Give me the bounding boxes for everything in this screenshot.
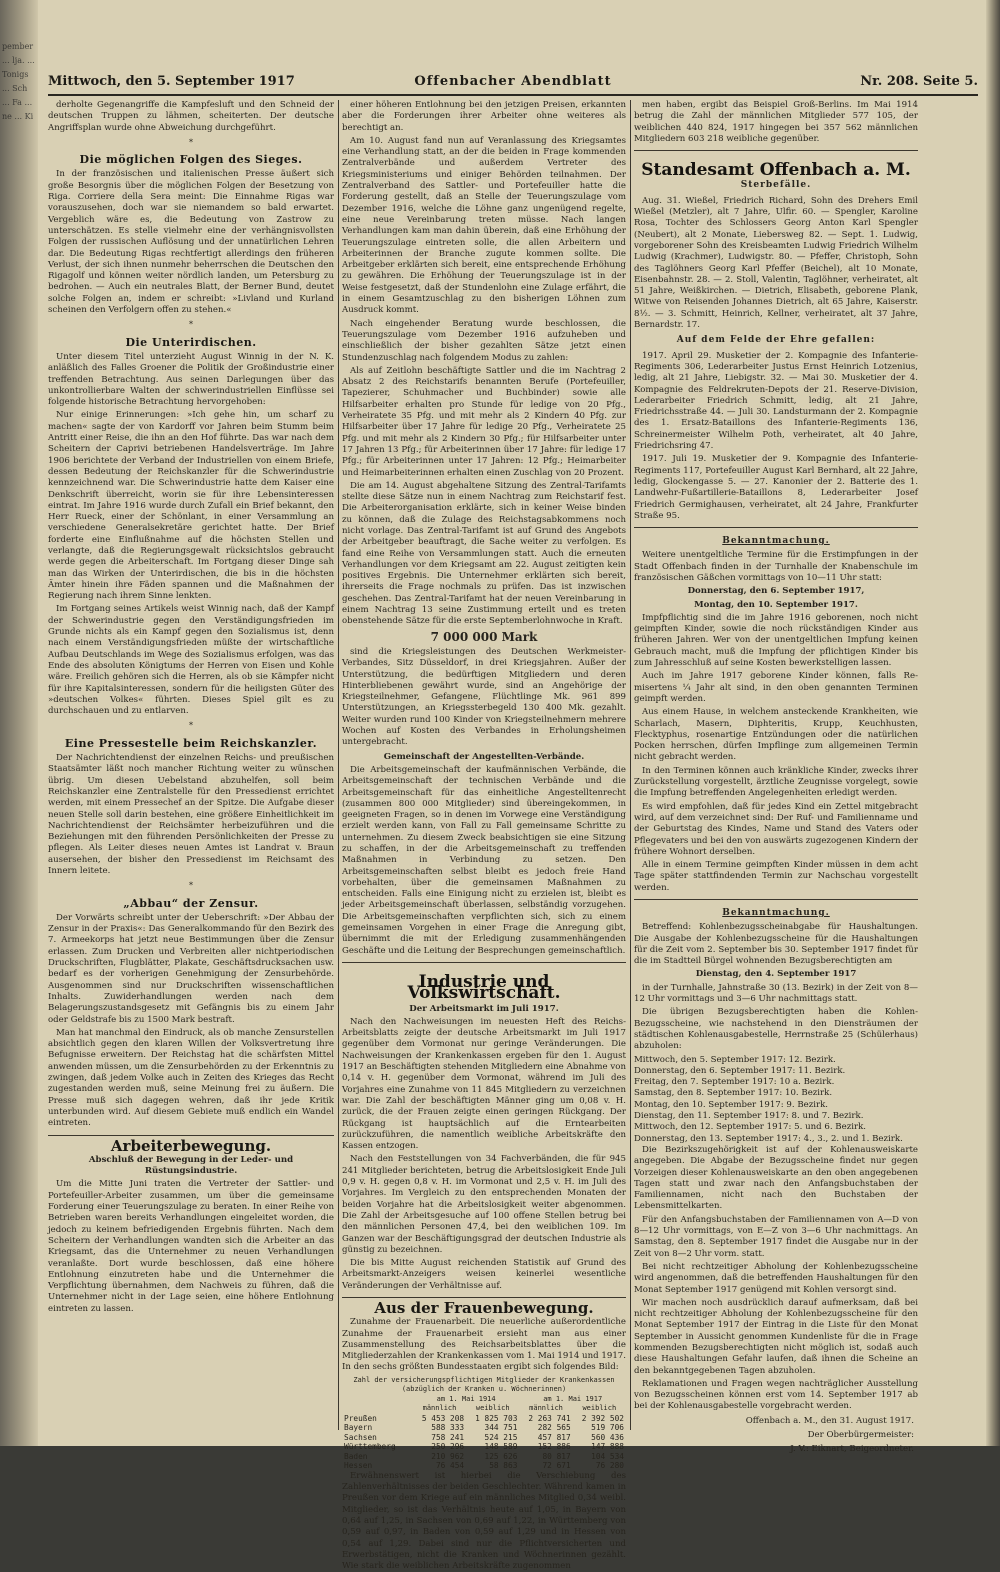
notice-paragraph: Die übrigen Bezugsberechtigten haben die Kohlen-Bezugsscheine, wie nachstehend in den Diensträumen der städtischen Kohlenausgabestelle, Herrnstraße 25 (Schülerhaus) abzuholen: (634, 1007, 918, 1052)
table-row (342, 1423, 626, 1433)
notice-date: Donnerstag, den 6. September 1917, (687, 586, 865, 597)
membership-table (342, 1376, 626, 1471)
notice-date: Montag, den 10. September 1917. (694, 599, 858, 610)
page-header (48, 74, 978, 96)
header-paper-name: Offenbacher Abendblatt (414, 74, 612, 89)
table-cell: 758 241 (431, 1432, 465, 1442)
section-divider (342, 962, 626, 963)
amount-heading: 7 000 000 Mark (430, 629, 538, 644)
article-continuation: derholte Gegenangriffe die Kampfesluft und den Schneid der deutschen Truppen zu lähmen, scheiterten. Der deutsche Angriffsplan wurde ohne Abweichung durchgeführt. (48, 100, 334, 133)
header-date: Mittwoch, den 5. September 1917 (48, 74, 295, 89)
table-cell: 2 263 741 (528, 1413, 571, 1423)
section-divider (634, 527, 918, 528)
table-row (342, 1452, 626, 1462)
table-cell: Bayern (344, 1423, 373, 1433)
article-paragraph: 1917. Juli 19. Musketier der 9. Kompagnie des Infanterie-Regiments 117, Portefeuiller August Karl Bernhard, alt 22 Jahre, ledig, Glockengasse 5. — 27. Kanonier der 2. Batterie des 1. Landwehr-Fußartillerie-Bataillons 8, Lederarbeiter Josef Friedrich Germighausen, verheiratet, alt 24 Jahre, Frankfurter Straße 95. (634, 454, 918, 521)
section-divider (48, 1135, 334, 1136)
notice-signature-place: Offenbach a. M., den 31. August 1917. (745, 1415, 914, 1426)
article-paragraph: Aug. 31. Wießel, Friedrich Richard, Sohn des Drehers Emil Wießel (Metzler), alt 7 Jahre, Ulfir. 60. — Spengler, Karoline Rosa, Tochter des Schlossers Georg Anton Karl Spengler (Neubert), alt 2 Monate, Liebersweg 82. — Sept. 1. Ludwig, vorgeborener Sohn des Kreisbeamten Ludwig Friedrich Wilhelm Ludwig (Krachmer), Ludwigstr. 80. — Pfeffer, Christoph, Sohn des Taglöhners Georg Karl Pfeffer (Beichel), alt 10 Monate, Eisenbahnstr. 28. — 2. Stoll, Valentin, Taglöhner, verheiratet, alt 51 Jahre, Weißkirchen. — Dietrich, Elisabeth, geborene Plank, Witwe von Reisenden Johannes Dietrich, alt 65 Jahre, Kaiserstr. 8½. — 3. Schmitt, Heinrich, Kellner, verheiratet, alt 37 Jahre, Bernardstr. 17. (634, 195, 918, 331)
section-divider (342, 1297, 626, 1298)
table-column-header: männlich (422, 1404, 457, 1413)
notice-paragraph: Auch im Jahre 1917 geborene Kinder können, falls Remisertens ¼ Jahr alt sind, in den oben genannten Terminen geimpft werden. (634, 671, 918, 704)
table-cell: 72 671 (542, 1461, 571, 1471)
article-paragraph: Die Arbeitsgemeinschaft der kaufmännischen Verbände, die Arbeitsgemeinschaft der technischen Verbände und die Arbeitsgemeinschaft für das einheitliche Angestelltenrecht (zusammen 800 000 Mitglieder) sind übereingekommen, in geeigneten Fragen, so in denen im Vorwege eine Verständigung erzielt werden kann, von Fall zu Fall gemeinsame Schritte zu unternehmen. Zu diesem Zweck beabsichtigen sie eine Sitzung zu schaffen, in der die Arbeitsgemeinschaft zu treffenden Maßnahmen in Verbindung zu setzen. Den Arbeitsgemeinschaften selbst bleibt es jedoch freie Hand vorbehalten, über die gemeinsamen Maßnahmen zu entscheiden. Falls eine Einigung nicht zu erzielen ist, bleibt es jeder Arbeitsgemeinschaft überlassen, selbständig vorzugehen. Die Arbeitsgemeinschaften verpflichten sich, sich zu einem gemeinsamen Vorgehen in einer Frage die Anregung gibt, übernimmt die mit der Erledigung zusammenhängenden Geschäfte und die Leitung der Besprechungen gemeinschaftlich. (342, 764, 626, 956)
article-paragraph: Die am 14. August abgehaltene Sitzung des Zentral-Tarifamts stellte diese Sätze nun in einem Nachtrag zum Reichstarif fest. Die Arbeiterorganisation erklärte, sich in keiner Weise binden zu können, daß die Zulage des Reichstagsabkommens noch nicht vorlage. Das Zentral-Tarifamt ist auf Grund des Angebots der Arbeitgeber beauftragt, die Sache weiter zu verfolgen. Es fand eine Reihe von Versammlungen statt. Auch die erneuten Verhandlungen vor dem Kriegsamt am 22. August zeitigten kein positives Ergebnis. Die Unternehmer erklärten sich bereit, ihrerseits die Frage nochmals zu prüfen. Das ist inzwischen geschehen. Das Zentral-Tarifamt hat der neuen Vereinbarung in einem Nachtrag 13 seine Zustimmung erteilt und es treten obenstehende Sätze für die erste Septemberlohnwoche in Kraft. (342, 480, 626, 627)
separator-star: * (189, 721, 193, 731)
table-cell: 148 589 (484, 1442, 518, 1452)
table-column-header: männlich (529, 1404, 563, 1413)
notice-paragraph: Betreffend: Kohlenbezugsscheinabgabe für Haushaltungen. Die Ausgabe der Kohlenbezugsscheine für die Haushaltungen für die Zeit vom 2. September bis 30. September 1917 findet für die im Stadtteil Bürgel wohnenden Bezugsberechtigten am (634, 922, 918, 967)
article-subheading: Der Arbeitsmarkt im Juli 1917. (409, 1003, 559, 1014)
table-column-header: weiblich (582, 1404, 617, 1413)
schedule-line: Mittwoch, den 12. September 1917: 5. und 6. Bezirk. (634, 1122, 867, 1133)
table-cell: 152 886 (537, 1442, 571, 1452)
article-paragraph: Unter diesem Titel unterzieht August Winnig in der N. K. anläßlich des Falles Groener die Politik der Großindustrie einer treffenden Betrachtung. Aus seinen Darlegungen über das unkontrollierbare Walten der schwerindustriellen Einflüsse sei folgende historische Betrachtung hervorgehoben: (48, 351, 334, 408)
table-cell: Preußen (344, 1413, 377, 1423)
table-caption: Zahl der versicherungspflichtigen Mitglieder der Krankenkassen (abzüglich der Kranken u. Wöchnerinnen) (353, 1375, 615, 1394)
table-cell: Württemberg (344, 1442, 396, 1452)
article-paragraph: Nur einige Erinnerungen: »Ich gehe hin, um scharf zu machen« sagte der von Kardorff vor Jahren beim Stumm beim Antritt einer Reise, die ihn an den Hof führte. Das war nach dem Scheitern der Caprivi betriebenen Handelsverträge. Im Jahre 1906 berichtete der Verband der Industriellen von einem Briefe, dessen Bedeutung der Reichskanzler für die Schwerindustrie kennzeichnend war. Die Schwerindustrie hatte dem Kaiser eine Denkschrift überreicht, worin sie für ihre Lebensinteressen eintrat. Im Jahre 1916 wurde durch Zufall ein Brief bekannt, den Herr Rueck, einer der Schönlant, in einer Versammlung an verschiedene Generalsekretäre gerichtet hatte. Der Brief forderte eine Einflußnahme auf die höchsten Stellen und verlangte, daß die Regierungsgewalt rücksichtslos gebraucht werde gegen die Arbeiterschaft. Im Fortgang dieser Dinge sah man das Wirken der Unterirdischen, die bis in die höchsten Ämter hinein ihre Fäden spannen und die Maßnahmen der Regierung nach ihrem Sinne lenkten. (48, 410, 334, 602)
table-cell: 80 817 (542, 1451, 571, 1461)
table-cell: 76 454 (435, 1461, 465, 1471)
table-cell: 1 825 703 (475, 1413, 518, 1423)
notice-paragraph: Für den Anfangsbuchstaben der Familiennamen von A—D von 8—12 Uhr vormittags, von E—Z von 3—6 Uhr nachmittags. An Samstag, den 8. September 1917 findet die Ausgabe nur in der Zeit von 8—2 Uhr vorm. statt. (634, 1214, 918, 1259)
column-1 (48, 100, 334, 1430)
article-paragraph: Der Vorwärts schreibt unter der Ueberschrift: »Der Abbau der Zensur in der Praxis«: Das Generalkommando für den Bezirk des 7. Armeekorps hat jetzt neue Bestimmungen über die Zensur erlassen. Zum Drucken und Verbreiten aller nichtperiodischen Druckschriften, Flugblätter, Plakate, Geschäftsdrucksachen usw. bedarf es der vorherigen Genehmigung der Zensurbehörde. Ausgenommen sind nur Druckschriften wissenschaftlichen Inhalts. Zuwiderhandlungen werden nach dem Belagerungszustandsgesetz mit Gefängnis bis zu einem Jahr oder Geldstrafe bis zu 1500 Mark bestraft. (48, 912, 334, 1025)
table-cell: 104 534 (591, 1451, 624, 1461)
table-column-header: weiblich (475, 1404, 510, 1413)
table-cell: 2 392 502 (581, 1413, 624, 1423)
article-paragraph: Im Fortgang seines Artikels weist Winnig nach, daß der Kampf der Schwerindustrie gegen den Verständigungsfrieden im Grunde nichts als ein Kampf gegen den Sozialismus ist, denn nach einem Verständigungsfrieden müßte der wirtschaftliche Aufbau Deutschlands im Wege des Sozialismus erfolgen, was das Ende des absoluten Königtums der Herren von Eisen und Kohle wäre. Freilich gehören sich die Herren, als ob sie Kämpfer nicht für ihre Kapitalsinteressen, sondern für die heiligsten Güter des »deutschen Volkes« führten. Dieses Spiel gilt es zu durchschauen und zu entlarven. (48, 604, 334, 717)
article-heading: Eine Pressestelle beim Reichskanzler. (64, 736, 318, 750)
notice-paragraph: Weitere unentgeltliche Termine für die Erstimpfungen in der Stadt Offenbach finden in der Turnhalle der Knabenschule im französischen Gäßchen vormittags von 10—11 Uhr statt: (634, 550, 918, 583)
article-paragraph: Nach den Feststellungen von 34 Fachverbänden, die für 945 241 Mitglieder berichteten, betrug die Arbeitslosigkeit Ende Juli 0,9 v. H. gegen 0,8 v. H. im Vormonat und 2,5 v. H. im Juli des Vorjahres. Im Vergleich zu den entsprechenden Monaten der beiden Vorjahre hat die Arbeitslosigkeit weiter abgenommen. Die Zahl der Arbeitsgesuche auf 100 offene Stellen betrug bei den männlichen Personen 47,4, bei den weiblichen 109. Im Ganzen war der Beschäftigungsgrad der deutschen Industrie als günstig zu bezeichnen. (342, 1154, 626, 1255)
section-divider (634, 150, 918, 151)
page-right-edge (986, 0, 1000, 1446)
notice-paragraph: in der Turnhalle, Jahnstraße 30 (13. Bezirk) in der Zeit von 8—12 Uhr vormittags und 3—6 Uhr nachmittags statt. (634, 982, 918, 1005)
schedule-line: Dienstag, den 11. September 1917: 8. und 7. Bezirk. (634, 1111, 864, 1122)
table-cell: 588 333 (431, 1423, 465, 1433)
schedule-line: Donnerstag, den 13. September 1917: 4., 3., 2. und 1. Bezirk. (634, 1133, 903, 1144)
section-heading: Standesamt Offenbach a. M. (641, 160, 911, 181)
table-cell: 5 453 208 (421, 1413, 465, 1423)
article-paragraph: Die bis Mitte August reichenden Statistik auf Grund des Arbeitsmarkt-Anzeigers weisen keinerlei wesentliche Veränderungen der Verhältnisse auf. (342, 1258, 626, 1291)
table-date-header: am 1. Mai 1914 (436, 1394, 496, 1403)
article-subheading: Abschluß der Bewegung in der Leder- und Rüstungsindustrie. (88, 1154, 294, 1177)
notice-paragraph: Die Bezirkszugehörigkeit ist auf der Kohlenausweiskarte angegeben. Die Abgabe der Bezugsscheine findet nur gegen Vorzeigen dieser Kohlenausweiskarte an den oben angegebenen Tagen statt und zwar nach den Anfangsbuchstaben der Familiennamen, nicht nach den Buchstaben der Lebensmittelkarten. (634, 1144, 918, 1212)
schedule-line: Montag, den 10. September 1917: 9. Bezirk. (634, 1099, 829, 1110)
table-cell: 519 706 (591, 1423, 624, 1433)
separator-star: * (189, 320, 193, 330)
notice-signature-title: Der Oberbürgermeister: (807, 1430, 914, 1441)
table-row (342, 1442, 626, 1452)
notice-heading: Bekanntmachung. (722, 536, 830, 547)
column-divider (338, 100, 339, 1430)
table-cell: Baden (344, 1451, 368, 1461)
column-2 (342, 100, 626, 1572)
notice-paragraph: Alle in einem Termine geimpften Kinder müssen in dem acht Tage später stattfindenden Termin zur Nachschau vorgestellt werden. (634, 860, 918, 893)
notice-paragraph: Bei nicht rechtzeitiger Abholung der Kohlenbezugsscheine wird angenommen, daß die betreffenden Haushaltungen für den Monat September 1917 genügend mit Kohlen versorgt sind. (634, 1261, 918, 1295)
notice-paragraph: Wir machen noch ausdrücklich darauf aufmerksam, daß bei nicht rechtzeitiger Abholung der Kohlenbezugsscheine für den Monat September 1917 der Eintrag in die Liste für den Monat September in Aussicht genommen Kundenliste für die in Frage kommenden Bezugsberechtigten nicht möglich ist, sodaß auch diese Haushaltungen Gefahr laufen, daß ihnen die Scheine an den bekanntgegebenen Tagen abzuholen. (634, 1297, 918, 1376)
table-cell: 250 296 (431, 1442, 465, 1452)
article-heading: „Abbau“ der Zensur. (123, 896, 259, 910)
notice-paragraph: In den Terminen können auch kränkliche Kinder, zwecks ihrer Zurückstellung vorgestellt, ärztliche Zeugnisse vorgelegt, sowie die Impfung betreffenden Angelegenheiten erledigt werden. (634, 765, 918, 799)
table-cell: 524 215 (484, 1432, 518, 1442)
article-paragraph: Erwähnenswert ist hierbei die Verschiebung des Zahlenverhältnisses der beiden Geschlechter. Während kamen in Preußen vor dem Kriege auf ein männliches Mitglied 0,34 weibl. Mitglieder, so ist das Verhältnis heute auf 1,05, in Bayern von 0,64 auf 1,25, in Sachsen von 0,69 auf 1,22, in Württemberg von 0,59 auf 0,97, in Baden von 0,59 auf 1,29 und in Hessen von 0,54 auf 1,29. Dabei sind nur die Pflichtversicherten und Erwerbstätigen, nicht die Kranken und Wöchnerinnen gezählt. Wie stark die weiblichen Arbeitskräfte zugenommen (342, 1470, 626, 1572)
schedule-line: Samstag, den 8. September 1917: 10. Bezirk. (634, 1088, 833, 1099)
section-heading: Arbeiterbewegung. (110, 1136, 272, 1155)
binding-edge (0, 0, 38, 1446)
section-heading: Aus der Frauenbewegung. (374, 1298, 594, 1317)
notice-paragraph: Aus einem Hause, in welchem ansteckende Krankheiten, wie Scharlach, Masern, Diphteritis, Krupp, Keuchhusten, Flecktyphus, rosenartige Entzündungen oder die natürlichen Pocken herrschen, dürfen Impflinge zum allgemeinen Termin nicht gebracht werden. (634, 707, 918, 763)
separator-star: * (189, 137, 193, 147)
table-cell: 76 280 (595, 1461, 624, 1471)
table-cell: 125 626 (484, 1451, 518, 1461)
table-cell: 147 888 (591, 1442, 624, 1452)
notice-date: Dienstag, den 4. September 1917 (695, 969, 857, 980)
section-divider (634, 899, 918, 900)
table-cell: 457 817 (537, 1432, 571, 1442)
header-rule (48, 94, 978, 96)
table-cell: 210 962 (431, 1451, 465, 1461)
table-cell: Hessen (344, 1461, 373, 1471)
table-cell: 58 863 (489, 1461, 518, 1471)
article-paragraph: 1917. April 29. Musketier der 2. Kompagnie des Infanterie-Regiments 306, Lederarbeiter Justus Ernst Heinrich Lotzenius, ledig, alt 21 Jahre, Liebigstr. 32. — Mai 30. Musketier der 4. Kompagnie des Feldrekruten-Depots der 21. Reserve-Division, Lederarbeiter Friedrich Schmitt, ledig, alt 21 Jahre, Friedrichsstraße 44. — Juli 30. Landsturmann der 2. Kompagnie des 1. Ersatz-Bataillons des Infanterie-Regiments 136, Schreinermeister Wilhelm Poth, verheiratet, alt 40 Jahre, Friedrichsring 47. (634, 350, 918, 452)
schedule-line: Donnerstag, den 6. September 1917: 11. Bezirk. (634, 1065, 846, 1076)
article-paragraph: In der französischen und italienischen Presse äußert sich große Besorgnis über die möglichen Folgen der Besetzung von Riga. Corriere della Sera meint: Die Einnahme Rigas war vorauszusehen, doch war sie niemandem so bald erwartet. Vergeblich wäre es, die Bedeutung von Zastrow zu unterschätzen. Es stelle vielmehr eine der verhängnisvollsten Folgen der russischen Auflösung und der unnatürlichen Lehren dar. Die Bedeutung Rigas rechtfertigt allerdings den früheren Verlust, der sich ihnen nunmehr beherrschen die Deutschen den Rigagolf und können weiter nördlich landen, um Petersburg zu bedrohen. — Auch ein neutrales Blatt, der Berner Bund, deutet solche Folgen an, indem er schreibt: »Livland und Kurland scheinen den Verfolgern offen zu stehen.« (48, 169, 334, 316)
article-paragraph: Um die Mitte Juni traten die Vertreter der Sattler- und Portefeuiller-Arbeiter zusammen, um über die gemeinsame Forderung einer Teuerungszulage zu beraten. In einer Reihe von Betrieben waren bereits Verhandlungen eingeleitet worden, die jedoch zu keinem befriedigenden Ergebnis führten. Nach dem Scheitern der Verhandlungen wandten sich die Arbeiter an das Kriegsamt, das die Unternehmer zu neuen Verhandlungen veranlaßte. Dort wurde beschlossen, daß eine höhere Entlohnung einzutreten habe und die Unternehmer die Verpflichtung übernahmen, dem Nachweis zu führen, daß die Unternehmer nicht in der Lage seien, eine höhere Entlohnung eintreten zu lassen. (48, 1179, 334, 1314)
article-paragraph: Nach eingehender Beratung wurde beschlossen, die Teuerungszulage vom Dezember 1916 aufzuheben und einschließlich der bisher gezahlten Sätze jetzt einen Stundenzuschlag nach folgendem Modus zu zahlen: (342, 318, 626, 363)
article-paragraph: Am 10. August fand nun auf Veranlassung des Kriegsamtes eine Verhandlung statt, an der die beiden in Frage kommenden Zentralverbände und außerdem Vertreter des Kriegsministeriums und einiger Behörden teilnahmen. Der Zentralverband des Sattler- und Portefeuiller hatte die Forderung gestellt, daß an Stelle der Teuerungszulage vom Dezember 1916, welche die Löhne ganz ungenügend regelte, eine neue Vereinbarung treten müsse. Nach langen Verhandlungen kam man dahin überein, daß eine Erhöhung der Teuerungszulage eintreten solle, die allen Arbeitern und Arbeiterinnen der Branche zugute kommen sollte. Die Arbeitgeber erklärten sich bereit, eine entsprechende Erhöhung zu gewähren. Die Erhöhung der Teuerungszulage ist in der Weise festgesetzt, daß der Stundenlohn eine Zulage erfährt, die in einem Gesamtzuschlag zu den bisherigen Löhnen zum Ausdruck kommt. (342, 135, 626, 316)
separator-star: * (189, 881, 193, 891)
article-paragraph: Als auf Zeitlohn beschäftigte Sattler und die im Nachtrag 2 Absatz 2 des Reichstarifs benannten Berufe (Portefeuiller, Tapezierer, Schuhmacher und Buchbinder) sowie alle Hilfsarbeiter erhalten pro Stunde für ledige von 20 Pfg., Verheiratete 35 Pfg. und mit mehr als 2 Kindern 40 Pfg. zur Hilfsarbeiter über 17 Jahre für ledige 20 Pfg., Verheiratete 25 Pfg. und mit mehr als 2 Kindern 30 Pfg.; für Hilfsarbeiter unter 17 Jahren 13 Pfg.; für Arbeiterinnen über 17 Jahre: für ledige 17 Pfg.; für Arbeiterinnen unter 17 Jahren: 12 Pfg.; Heimarbeiter und Heimarbeiterinnen erhalten einen Zuschlag von 20 Prozent. (342, 365, 626, 478)
notice-paragraph: Reklamationen und Fragen wegen nachträglicher Ausstellung von Bezugsscheinen können erst vom 14. September 1917 ab bei der Kohlenausgabestelle vorgebracht werden. (634, 1378, 918, 1412)
table-row (342, 1461, 626, 1471)
article-heading: Die Unterirdischen. (125, 335, 257, 349)
schedule-line: Mittwoch, den 5. September 1917: 12. Bezirk. (634, 1054, 836, 1065)
article-subheading: Gemeinschaft der Angestellten-Verbände. (383, 751, 585, 762)
article-paragraph: einer höheren Entlohnung bei den jetzigen Preisen, erkannten aber die Forderungen ihrer Arbeiter ohne weiteres als berechtigt an. (342, 100, 626, 133)
header-page-number: Nr. 208. Seite 5. (860, 74, 978, 89)
notice-paragraph: Impfpflichtig sind die im Jahre 1916 geborenen, noch nicht geimpften Kinder, sowie die noch rückständigen Kinder aus früheren Jahren. Wer von der unentgeltlichen Impfung keinen Gebrauch macht, muß die Impfung der pflichtigen Kinder bis zum Jahresschluß auf seine Kosten bewerkstelligen lassen. (634, 612, 918, 669)
table-row (342, 1414, 626, 1424)
article-paragraph: Zunahme der Frauenarbeit. Die neuerliche außerordentliche Zunahme der Frauenarbeit ersieht man aus einer Zusammenstellung des Reichsarbeitsblattes über die Mitgliederzahlen der Krankenkassen vom 1. Mai 1914 und 1917. In den sechs größten Bundesstaaten ergibt sich folgendes Bild: (342, 1317, 626, 1373)
table-cell: Sachsen (344, 1432, 377, 1442)
table-date-header: am 1. Mai 1917 (543, 1394, 603, 1403)
article-heading: Die möglichen Folgen des Sieges. (79, 153, 303, 167)
article-subheading: Auf dem Felde der Ehre gefallen: (676, 335, 876, 346)
article-paragraph: sind die Kriegsleistungen des Deutschen Werkmeister-Verbandes, Sitz Düsseldorf, in drei Kriegsjahren. Außer der Unterstützung, die bedürftigen Mitgliedern und deren Hinterbliebenen gewährt wurde, sind an Angehörige der Kriegsteilnehmer, Gefangene, Flüchtlinge Mk. 961 899 Unterstützungen, an Kriegssterbegeld 130 400 Mk. gezahlt. Weiter wurden rund 100 Kinder von Kriegsteilnehmern mehrere Wochen auf Kosten des Verbandes in Erholungsheimen untergebracht. (342, 646, 626, 748)
article-subheading: Sterbefälle. (740, 180, 812, 191)
section-heading: Industrie und Volkswirtschaft. (407, 971, 561, 1004)
article-paragraph: Der Nachrichtendienst der einzelnen Reichs- und preußischen Staatsämter läßt noch mancher Richtung weiter zu wünschen übrig. Um diesen Uebelstand abzuhelfen, soll beim Reichskanzler eine Zentralstelle für den Pressedienst errichtet werden, mit einem Pressechef an der Spitze. Die Aufgabe dieser neuen Stelle soll darin bestehen, eine größere Einheitlichkeit im Nachrichtendienst der Reichsämter herbeizuführen und die Beziehungen mit den führenden Persönlichkeiten der Presse zu pflegen. Als Leiter dieses neuen Amtes ist Landrat v. Braun ausersehen, der bisher den Pressedienst im Reichsamt des Innern leitete. (48, 753, 334, 876)
column-3 (634, 100, 918, 1455)
table-cell: 560 436 (591, 1432, 624, 1442)
column-divider (630, 100, 631, 1430)
notice-paragraph: Es wird empfohlen, daß für jedes Kind ein Zettel mitgebracht wird, auf dem verzeichnet sind: Der Ruf- und Familienname und der Geburtstag des Kindes, Name und Stand des Vaters oder Pflegevaters und bei den von auswärts zugezogenen Kindern der frühere Wohnort derselben. (634, 801, 918, 857)
article-paragraph: Man hat manchmal den Eindruck, als ob manche Zensurstellen absichtlich gegen den klaren Willen der Volksvertretung ihre Befugnisse erweitern. Der Reichstag hat die schärfsten Mittel anwenden müssen, um die Zensurbehörden zu der Erkenntnis zu zwingen, daß jedem Volke auch in Zeiten des Krieges das Recht zugestanden werden muß, seine Meinung frei zu äußern. Die Presse muß sich dagegen wehren, daß ihr jede Kritik unterbunden wird. Auf diesem Gebiete muß endlich ein Wandel eintreten. (48, 1027, 334, 1129)
table-cell: 344 751 (484, 1423, 518, 1433)
article-paragraph: men haben, ergibt das Beispiel Groß-Berlins. Im Mai 1914 betrug die Zahl der männlichen Mitglieder 577 105, der weiblichen 440 824, 1917 hingegen bei 357 562 männlichen Mitgliedern 603 218 weibliche gegenüber. (634, 100, 918, 144)
notice-signature-name: J. V.: Eiknart, Beigeordneter. (790, 1444, 914, 1455)
article-paragraph: Nach den Nachweisungen im neuesten Heft des Reichs-Arbeitsblatts zeigte der deutsche Arbeitsmarkt im Juli 1917 gegenüber dem Vormonat nur geringe Veränderungen. Die Nachweisungen der Krankenkassen ergeben für den 1. August 1917 an Beschäftigten stehenden Mitgliedern eine Abnahme von 0,14 v. H. gegenüber dem Vormonat, während im Juli des Vorjahres eine Zunahme von 11 845 Mitgliedern zu verzeichnen war. Die Zahl der beschäftigten Männer ging um 0,08 v. H. zurück, die der Frauen zeigte einen geringen Rückgang. Der Rückgang ist hauptsächlich auf die Erntearbeiten zurückzuführen, die namentlich weibliche Arbeitskräfte den Kassen entzogen. (342, 1016, 626, 1152)
table-row (342, 1433, 626, 1443)
notice-heading: Bekanntmachung. (722, 908, 830, 918)
adjacent-page-fragment: pember ... lja. ... Tonigs ... Sch ... Fa ... ne ... Ki (2, 42, 35, 121)
table-cell: 282 565 (537, 1423, 571, 1433)
schedule-line: Freitag, den 7. September 1917: 10 a. Bezirk. (634, 1077, 835, 1088)
